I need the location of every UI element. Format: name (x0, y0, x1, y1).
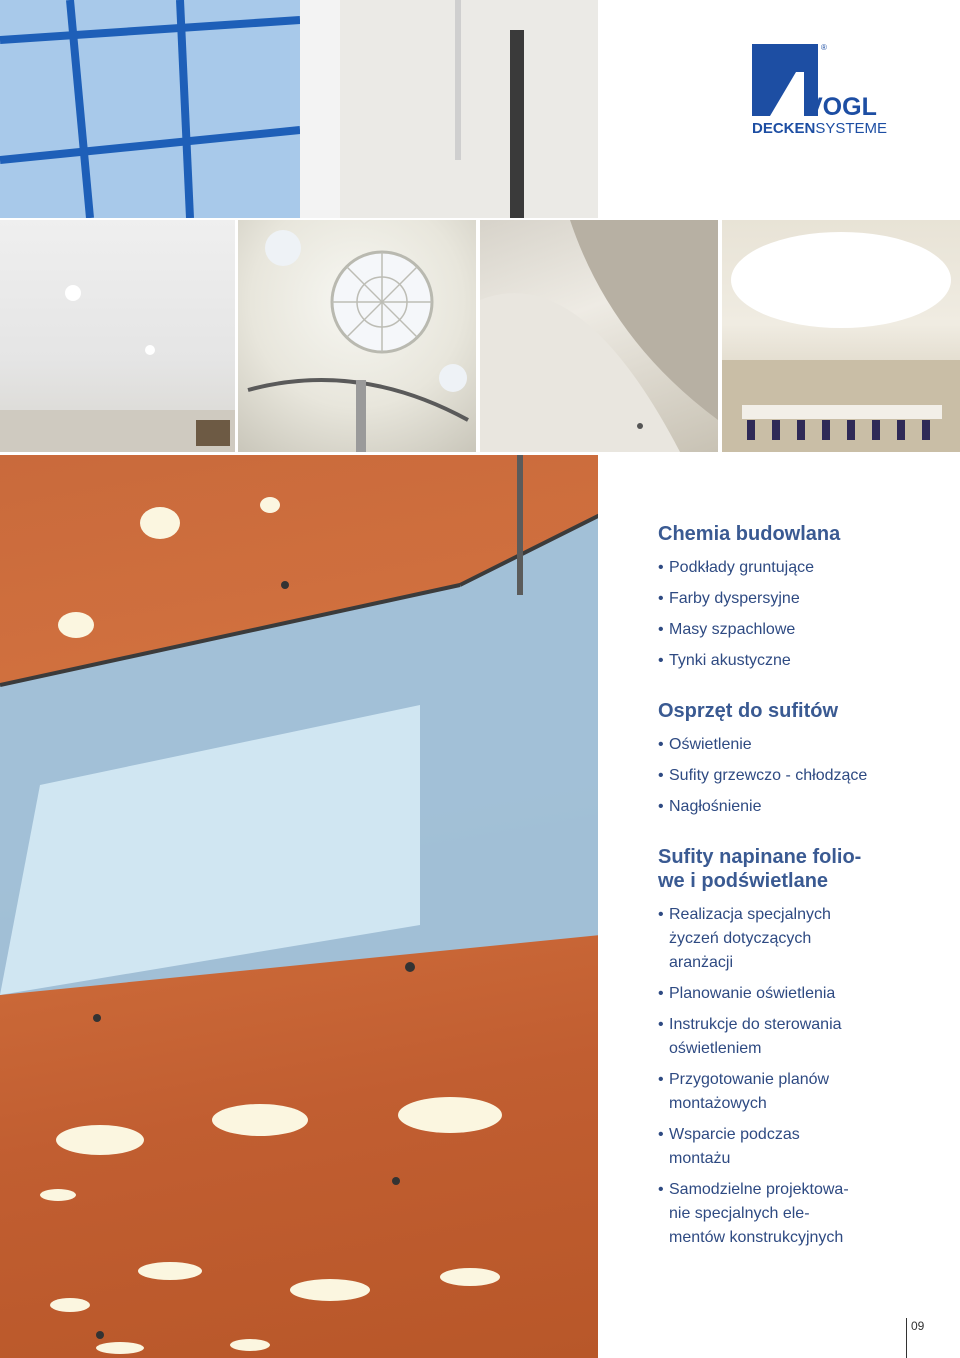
item-list (658, 556, 948, 673)
bullet: • (658, 906, 664, 923)
list-item (658, 982, 948, 1006)
page-number: 09 (906, 1318, 924, 1358)
vogl-logo (752, 44, 902, 136)
bullet: • (658, 1071, 664, 1088)
section-building-chemistry (658, 522, 948, 673)
bullet: • (658, 985, 664, 1002)
item-text: aranżacji (669, 954, 734, 971)
heading-line: we i podświetlane (658, 870, 829, 892)
item-list (658, 903, 948, 1250)
item-text: oświetleniem (669, 1040, 762, 1057)
item-text: Samodzielne projektowa- (669, 1181, 849, 1198)
item-text: życzeń dotyczących (669, 930, 812, 947)
bullet: • (658, 590, 664, 607)
item-text: montażu (669, 1150, 731, 1167)
curved-ceiling-illustration (480, 220, 718, 452)
service-list (658, 522, 948, 1276)
list-item (658, 556, 948, 580)
item-text: Planowanie oświetlenia (669, 985, 836, 1002)
item-text: Farby dyspersyjne (669, 590, 800, 607)
bullet: • (658, 621, 664, 638)
vogl-logo-mark (752, 44, 902, 136)
list-item (658, 649, 948, 673)
list-item (658, 1013, 948, 1061)
list-item (658, 587, 948, 611)
item-text: Tynki akustyczne (669, 652, 791, 669)
item-text: Sufity grzewczo - chłodzące (669, 767, 868, 784)
illuminated-ceiling-photo (0, 455, 598, 1358)
item-text: montażowych (669, 1095, 767, 1112)
skylight-photo (0, 0, 598, 218)
list-item (658, 618, 948, 642)
bullet: • (658, 1181, 664, 1198)
bullet: • (658, 1126, 664, 1143)
svg-text:DECKENSYSTEME (752, 120, 887, 136)
bullet: • (658, 652, 664, 669)
section-ceiling-accessories (658, 699, 948, 819)
list-item (658, 733, 948, 757)
section-heading: Osprzęt do sufitów (658, 700, 838, 722)
list-item (658, 1178, 948, 1250)
bullet: • (658, 559, 664, 576)
heading-line: Sufity napinane folio- (658, 846, 862, 868)
bullet: • (658, 1016, 664, 1033)
list-item (658, 1068, 948, 1116)
skylight-illustration (0, 0, 598, 218)
bullet: • (658, 798, 664, 815)
section-heading: Chemia budowlana (658, 523, 841, 545)
grid-ceiling-photo (0, 220, 235, 452)
item-text: Realizacja specjalnych (669, 906, 831, 923)
brand-subtitle-light: SYSTEME (815, 120, 888, 136)
item-text: nie specjalnych ele- (669, 1205, 810, 1222)
list-item (658, 764, 948, 788)
brand-subtitle-bold: DECKEN (752, 120, 816, 136)
list-item (658, 903, 948, 975)
grid-ceiling-illustration (0, 220, 235, 452)
bullet: • (658, 736, 664, 753)
illuminated-ceiling-illustration (0, 455, 598, 1358)
dome-illustration (238, 220, 476, 452)
item-text: Nagłośnienie (669, 798, 762, 815)
conference-room-photo (722, 220, 960, 452)
list-item (658, 795, 948, 819)
curved-ceiling-photo (480, 220, 718, 452)
item-text: Oświetlenie (669, 736, 752, 753)
conference-room-illustration (722, 220, 960, 452)
section-stretch-ceilings (658, 845, 948, 1250)
item-text: Wsparcie podczas (669, 1126, 800, 1143)
item-text: Instrukcje do sterowania (669, 1016, 842, 1033)
item-text: mentów konstrukcyjnych (669, 1229, 844, 1246)
bullet: • (658, 767, 664, 784)
registered-mark: ® (821, 44, 827, 52)
item-text: Podkłady gruntujące (669, 559, 814, 576)
item-list (658, 733, 948, 819)
dome-photo (238, 220, 476, 452)
item-text: Przygotowanie planów (669, 1071, 830, 1088)
item-text: Masy szpachlowe (669, 621, 796, 638)
list-item (658, 1123, 948, 1171)
brand-name: VOGL (806, 93, 877, 121)
section-heading (658, 845, 948, 893)
